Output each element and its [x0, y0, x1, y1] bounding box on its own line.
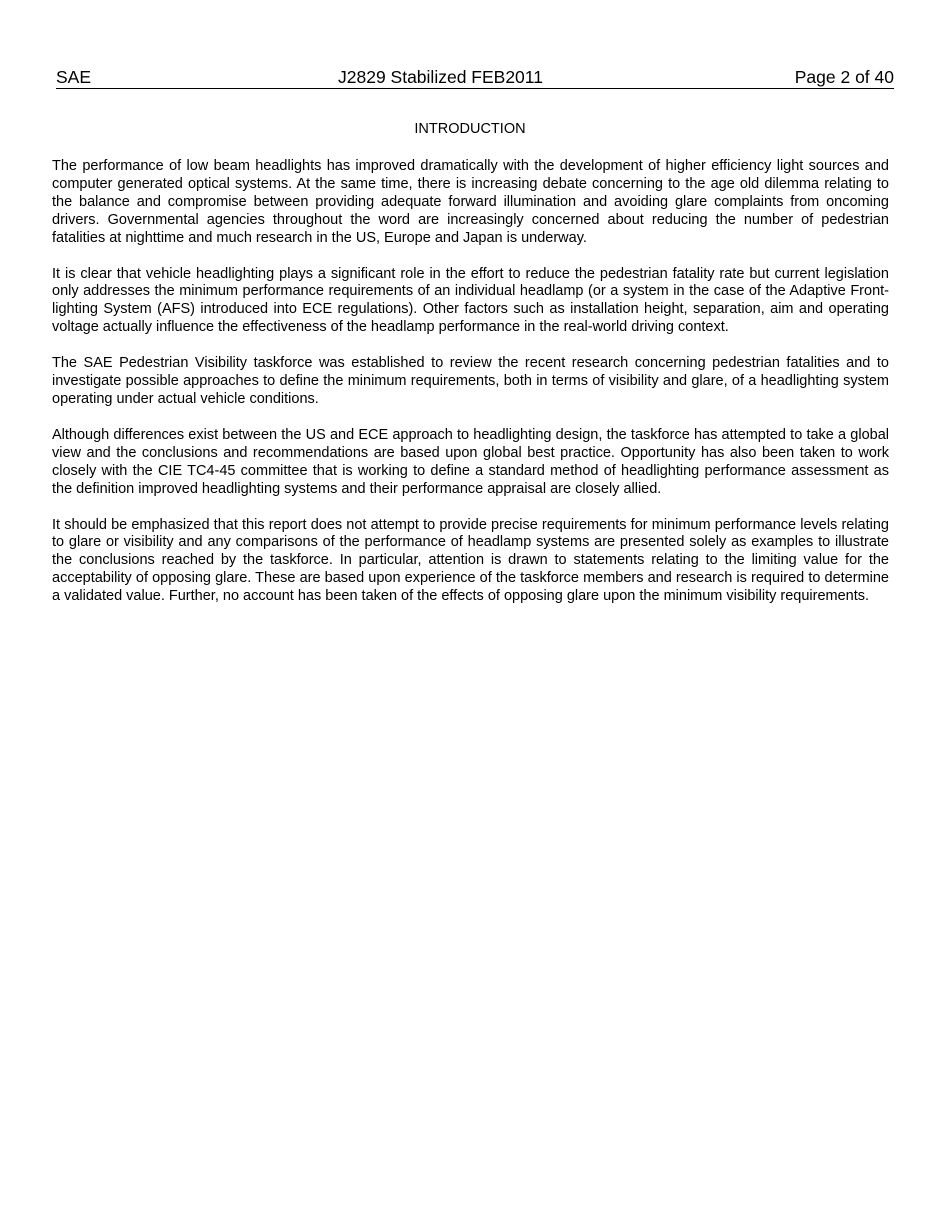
- paragraph-2: It is clear that vehicle headlighting plays a significant role in the effort to reduce the pedestrian fatality rate but current legislation only addresses the minimum performance requirements of an individual headlamp (or a system in the case of the Adaptive Front-lighting System (AFS) introduced into ECE regulations). Other factors such as installation height, separation, aim and operating voltage actually influence the effectiveness of the headlamp performance in the real-world driving context.: [52, 265, 889, 336]
- paragraph-1: The performance of low beam headlights has improved dramatically with the development of higher efficiency light sources and computer generated optical systems. At the same time, there is increasing debate concerning to the age old dilemma relating to the balance and compromise between providing adequate forward illumination and avoiding glare complaints from oncoming drivers. Governmental agencies throughout the word are increasingly concerned about reducing the number of pedestrian fatalities at nighttime and much research in the US, Europe and Japan is underway.: [52, 158, 889, 246]
- section-title: INTRODUCTION: [414, 121, 526, 137]
- header-org: SAE: [56, 67, 92, 87]
- paragraph-3: The SAE Pedestrian Visibility taskforce was established to review the recent research concerning pedestrian fatalities and to investigate possible approaches to define the minimum requirements, both in terms of visibility and glare, of a headlighting system operating under actual vehicle conditions.: [52, 355, 889, 407]
- header-document-id: J2829 Stabilized FEB2011: [338, 67, 543, 87]
- header-page-number: Page 2 of 40: [794, 67, 894, 87]
- paragraph-5: It should be emphasized that this report does not attempt to provide precise requirements for minimum performance levels relating to glare or visibility and any comparisons of the performance of headlamp systems are presented solely as examples to illustrate the conclusions reached by the taskforce. In particular, attention is drawn to statements relating to the limiting value for the acceptability of opposing glare. These are based upon experience of the taskforce members and research is required to determine a validated value. Further, no account has been taken of the effects of opposing glare upon the minimum visibility requirements.: [52, 516, 889, 605]
- page-header: [56, 67, 894, 89]
- document-body: [52, 158, 889, 624]
- paragraph-4: Although differences exist between the US and ECE approach to headlighting design, the taskforce has attempted to take a global view and the conclusions and recommendations are based upon global best practice. Opportunity has also been taken to work closely with the CIE TC4-45 committee that is working to define a standard method of headlighting performance assessment as the definition improved headlighting systems and their performance appraisal are closely allied.: [52, 426, 889, 497]
